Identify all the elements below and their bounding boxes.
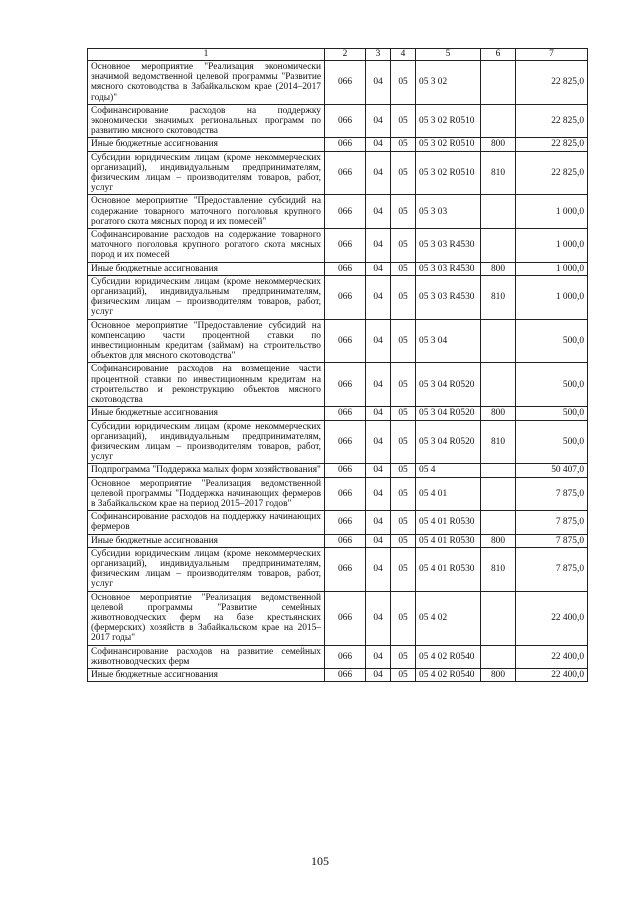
row-target-code: 05 3 03 R4530 [416, 275, 481, 319]
row-amount: 22 825,0 [516, 138, 588, 151]
row-section: 04 [366, 511, 391, 534]
row-subsection: 05 [391, 511, 416, 534]
row-admin-code: 066 [325, 420, 366, 464]
row-expense-type [481, 319, 516, 363]
table-row [88, 534, 588, 547]
row-target-code: 05 4 02 R0540 [416, 645, 481, 668]
header-col-3: 3 [366, 49, 391, 61]
row-admin-code: 066 [325, 511, 366, 534]
row-subsection: 05 [391, 645, 416, 668]
row-amount: 7 875,0 [516, 477, 588, 511]
row-section: 04 [366, 275, 391, 319]
table-row [88, 547, 588, 591]
row-name: Подпрограмма "Поддержка малых форм хозяйствования" [88, 464, 325, 477]
row-target-code: 05 3 03 [416, 195, 481, 229]
header-col-7: 7 [516, 49, 588, 61]
row-admin-code: 066 [325, 534, 366, 547]
row-name: Софинансирование расходов на возмещение части процентной ставки по инвестиционным кредитам на строительство и реконструкцию объектов мясного скотоводства [88, 363, 325, 407]
row-expense-type [481, 511, 516, 534]
row-amount: 500,0 [516, 407, 588, 420]
header-col-4: 4 [391, 49, 416, 61]
row-target-code: 05 4 01 R0530 [416, 511, 481, 534]
budget-table [87, 48, 588, 682]
table-row [88, 262, 588, 275]
row-target-code: 05 4 01 R0530 [416, 534, 481, 547]
row-expense-type: 800 [481, 138, 516, 151]
row-subsection: 05 [391, 477, 416, 511]
row-amount: 22 825,0 [516, 151, 588, 195]
table-header [88, 49, 588, 61]
row-section: 04 [366, 104, 391, 138]
row-amount: 1 000,0 [516, 195, 588, 229]
row-expense-type [481, 645, 516, 668]
row-name: Иные бюджетные ассигнования [88, 668, 325, 681]
row-admin-code: 066 [325, 275, 366, 319]
table-row [88, 511, 588, 534]
row-admin-code: 066 [325, 104, 366, 138]
row-target-code: 05 4 [416, 464, 481, 477]
row-target-code: 05 3 04 R0520 [416, 407, 481, 420]
row-section: 04 [366, 547, 391, 591]
row-admin-code: 066 [325, 151, 366, 195]
row-subsection: 05 [391, 363, 416, 407]
row-target-code: 05 3 03 R4530 [416, 262, 481, 275]
table-row [88, 275, 588, 319]
row-admin-code: 066 [325, 61, 366, 105]
row-section: 04 [366, 464, 391, 477]
table-row [88, 138, 588, 151]
row-section: 04 [366, 477, 391, 511]
row-amount: 22 825,0 [516, 61, 588, 105]
row-name: Субсидии юридическим лицам (кроме некоммерческих организаций), индивидуальным предпринимателям, физическим лицам – производителям товаров, работ, услуг [88, 547, 325, 591]
row-amount: 22 400,0 [516, 645, 588, 668]
row-amount: 22 400,0 [516, 591, 588, 645]
row-expense-type: 800 [481, 262, 516, 275]
row-subsection: 05 [391, 464, 416, 477]
row-subsection: 05 [391, 229, 416, 263]
row-amount: 50 407,0 [516, 464, 588, 477]
row-amount: 500,0 [516, 363, 588, 407]
table-row [88, 61, 588, 105]
table-row [88, 151, 588, 195]
row-subsection: 05 [391, 534, 416, 547]
row-expense-type: 810 [481, 547, 516, 591]
table-row [88, 195, 588, 229]
row-expense-type: 810 [481, 151, 516, 195]
row-amount: 7 875,0 [516, 511, 588, 534]
row-name: Иные бюджетные ассигнования [88, 138, 325, 151]
row-target-code: 05 3 04 [416, 319, 481, 363]
row-subsection: 05 [391, 420, 416, 464]
row-section: 04 [366, 319, 391, 363]
row-subsection: 05 [391, 104, 416, 138]
row-target-code: 05 3 03 R4530 [416, 229, 481, 263]
row-expense-type [481, 477, 516, 511]
table-row [88, 645, 588, 668]
row-name: Основное мероприятие "Предоставление субсидий на содержание товарного маточного поголовья крупного рогатого скота мясных пород и их помесей" [88, 195, 325, 229]
row-section: 04 [366, 61, 391, 105]
row-target-code: 05 3 02 R0510 [416, 151, 481, 195]
row-target-code: 05 3 02 [416, 61, 481, 105]
row-expense-type [481, 195, 516, 229]
row-section: 04 [366, 195, 391, 229]
row-admin-code: 066 [325, 138, 366, 151]
row-admin-code: 066 [325, 363, 366, 407]
row-amount: 1 000,0 [516, 262, 588, 275]
row-section: 04 [366, 591, 391, 645]
row-admin-code: 066 [325, 407, 366, 420]
row-amount: 7 875,0 [516, 534, 588, 547]
row-expense-type [481, 104, 516, 138]
table-row [88, 319, 588, 363]
row-name: Иные бюджетные ассигнования [88, 534, 325, 547]
row-name: Основное мероприятие "Реализация экономически значимой ведомственной целевой программы "Развитие мясного скотоводства в Забайкальском крае (2014–2017 годы)" [88, 61, 325, 105]
row-subsection: 05 [391, 275, 416, 319]
row-target-code: 05 3 02 R0510 [416, 104, 481, 138]
table-body [88, 61, 588, 682]
row-subsection: 05 [391, 668, 416, 681]
row-amount: 500,0 [516, 420, 588, 464]
header-row [88, 49, 588, 61]
row-admin-code: 066 [325, 195, 366, 229]
row-name: Софинансирование расходов на поддержку начинающих фермеров [88, 511, 325, 534]
table-row [88, 407, 588, 420]
row-subsection: 05 [391, 319, 416, 363]
row-admin-code: 066 [325, 464, 366, 477]
row-subsection: 05 [391, 547, 416, 591]
row-name: Иные бюджетные ассигнования [88, 262, 325, 275]
row-section: 04 [366, 420, 391, 464]
row-expense-type: 810 [481, 275, 516, 319]
row-admin-code: 066 [325, 229, 366, 263]
row-name: Основное мероприятие "Реализация ведомственной целевой программы "Поддержка начинающих фермеров в Забайкальском крае на период 2015–2017 годов" [88, 477, 325, 511]
row-subsection: 05 [391, 407, 416, 420]
table-row [88, 229, 588, 263]
row-amount: 1 000,0 [516, 275, 588, 319]
row-admin-code: 066 [325, 262, 366, 275]
row-target-code: 05 4 01 [416, 477, 481, 511]
row-admin-code: 066 [325, 668, 366, 681]
row-subsection: 05 [391, 61, 416, 105]
row-subsection: 05 [391, 591, 416, 645]
row-target-code: 05 4 02 [416, 591, 481, 645]
row-subsection: 05 [391, 138, 416, 151]
row-name: Иные бюджетные ассигнования [88, 407, 325, 420]
row-expense-type: 810 [481, 420, 516, 464]
row-admin-code: 066 [325, 319, 366, 363]
row-admin-code: 066 [325, 591, 366, 645]
row-name: Софинансирование расходов на поддержку экономически значимых региональных программ по развитию мясного скотоводства [88, 104, 325, 138]
table-row [88, 668, 588, 681]
row-expense-type: 800 [481, 534, 516, 547]
table-row [88, 464, 588, 477]
header-col-1: 1 [88, 49, 325, 61]
row-name: Субсидии юридическим лицам (кроме некоммерческих организаций), индивидуальным предпринимателям, физическим лицам – производителям товаров, работ, услуг [88, 151, 325, 195]
row-expense-type [481, 229, 516, 263]
row-name: Основное мероприятие "Реализация ведомственной целевой программы "Развитие семейных животноводческих ферм на базе крестьянских (фермерских) хозяйств в Забайкальском крае на 2015–2017 годы" [88, 591, 325, 645]
row-amount: 22 825,0 [516, 104, 588, 138]
row-name: Субсидии юридическим лицам (кроме некоммерческих организаций), индивидуальным предпринимателям, физическим лицам – производителям товаров, работ, услуг [88, 275, 325, 319]
row-name: Софинансирование расходов на развитие семейных животноводческих ферм [88, 645, 325, 668]
row-section: 04 [366, 229, 391, 263]
row-section: 04 [366, 534, 391, 547]
row-target-code: 05 3 04 R0520 [416, 363, 481, 407]
row-expense-type [481, 363, 516, 407]
row-subsection: 05 [391, 195, 416, 229]
header-col-5: 5 [416, 49, 481, 61]
page-number: 105 [311, 854, 329, 868]
row-section: 04 [366, 262, 391, 275]
row-subsection: 05 [391, 262, 416, 275]
table-row [88, 363, 588, 407]
row-admin-code: 066 [325, 477, 366, 511]
row-expense-type [481, 61, 516, 105]
row-section: 04 [366, 645, 391, 668]
row-target-code: 05 4 02 R0540 [416, 668, 481, 681]
row-name: Субсидии юридическим лицам (кроме некоммерческих организаций), индивидуальным предпринимателям, физическим лицам – производителям товаров, работ, услуг [88, 420, 325, 464]
header-col-6: 6 [481, 49, 516, 61]
row-section: 04 [366, 668, 391, 681]
table-row [88, 477, 588, 511]
row-expense-type: 800 [481, 407, 516, 420]
row-section: 04 [366, 138, 391, 151]
table-row [88, 591, 588, 645]
row-expense-type [481, 464, 516, 477]
row-target-code: 05 3 04 R0520 [416, 420, 481, 464]
row-subsection: 05 [391, 151, 416, 195]
row-name: Софинансирование расходов на содержание товарного маточного поголовья крупного рогатого скота мясных пород и их помесей [88, 229, 325, 263]
row-admin-code: 066 [325, 547, 366, 591]
row-section: 04 [366, 407, 391, 420]
row-name: Основное мероприятие "Предоставление субсидий на компенсацию части процентной ставки по инвестиционным кредитам (займам) на строительство объектов для мясного скотоводства" [88, 319, 325, 363]
row-section: 04 [366, 151, 391, 195]
row-admin-code: 066 [325, 645, 366, 668]
row-expense-type: 800 [481, 668, 516, 681]
header-col-2: 2 [325, 49, 366, 61]
table-row [88, 420, 588, 464]
row-target-code: 05 3 02 R0510 [416, 138, 481, 151]
row-expense-type [481, 591, 516, 645]
row-target-code: 05 4 01 R0530 [416, 547, 481, 591]
row-section: 04 [366, 363, 391, 407]
table-row [88, 104, 588, 138]
row-amount: 22 400,0 [516, 668, 588, 681]
row-amount: 500,0 [516, 319, 588, 363]
row-amount: 7 875,0 [516, 547, 588, 591]
row-amount: 1 000,0 [516, 229, 588, 263]
